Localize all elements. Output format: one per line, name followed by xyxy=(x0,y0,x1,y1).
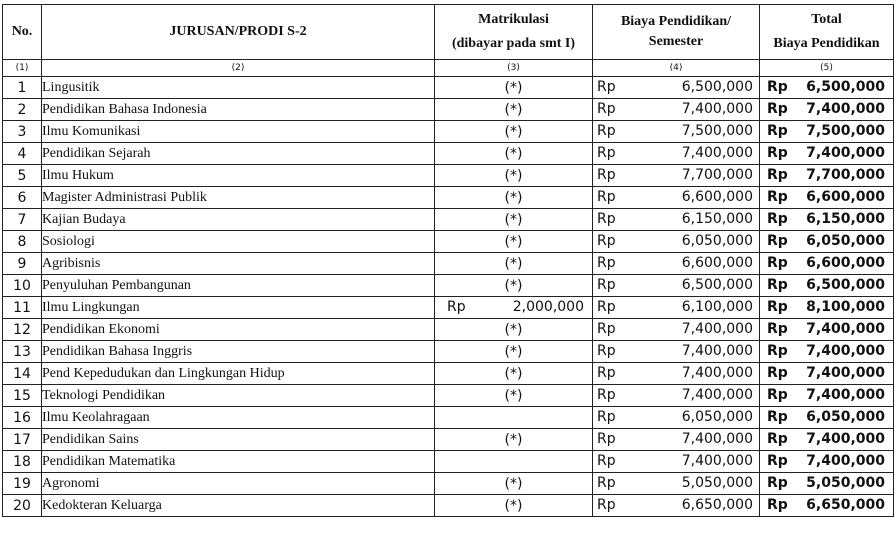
row-number: 4 xyxy=(3,143,42,165)
fee-currency: Rp xyxy=(597,497,616,513)
fee-cell xyxy=(593,77,760,99)
total-currency: Rp xyxy=(767,299,788,315)
table-row xyxy=(3,275,894,297)
table-row xyxy=(3,341,894,363)
total-currency: Rp xyxy=(767,475,788,491)
total-cell xyxy=(760,209,894,231)
prodi-name: Sosiologi xyxy=(42,231,435,253)
table-row xyxy=(3,451,894,473)
prodi-name: Pendidikan Ekonomi xyxy=(42,319,435,341)
total-cell xyxy=(760,429,894,451)
fee-amount: 7,400,000 xyxy=(681,365,753,381)
fee-cell xyxy=(593,253,760,275)
fee-cell xyxy=(593,165,760,187)
prodi-name: Ilmu Keolahragaan xyxy=(42,407,435,429)
total-amount: 7,400,000 xyxy=(806,101,885,117)
fee-currency: Rp xyxy=(597,409,616,425)
prodi-name: Pendidikan Sejarah xyxy=(42,143,435,165)
total-amount: 6,150,000 xyxy=(806,211,885,227)
fee-amount: 6,100,000 xyxy=(681,299,753,315)
row-number: 5 xyxy=(3,165,42,187)
matrikulasi-cell: (*) xyxy=(435,473,593,495)
fee-currency: Rp xyxy=(597,431,616,447)
total-amount: 6,500,000 xyxy=(806,277,885,293)
fee-currency: Rp xyxy=(597,233,616,249)
total-cell xyxy=(760,473,894,495)
header-matrikulasi-line2: (dibayar pada smt I) xyxy=(451,36,576,51)
fee-amount: 6,600,000 xyxy=(681,255,753,271)
header-matrikulasi xyxy=(435,5,593,60)
fee-cell xyxy=(593,297,760,319)
total-currency: Rp xyxy=(767,497,788,513)
prodi-name: Pendidikan Bahasa Inggris xyxy=(42,341,435,363)
header-total xyxy=(760,5,894,60)
fee-table xyxy=(2,4,894,517)
total-cell xyxy=(760,407,894,429)
column-index: (2) xyxy=(42,60,435,77)
fee-amount: 6,650,000 xyxy=(681,497,753,513)
total-currency: Rp xyxy=(767,321,788,337)
total-amount: 6,600,000 xyxy=(806,255,885,271)
fee-currency: Rp xyxy=(597,79,616,95)
fee-cell xyxy=(593,121,760,143)
fee-amount: 6,500,000 xyxy=(681,79,753,95)
prodi-name: Kedokteran Keluarga xyxy=(42,495,435,517)
fee-amount: 7,400,000 xyxy=(681,101,753,117)
fee-cell xyxy=(593,407,760,429)
prodi-name: Pendidikan Bahasa Indonesia xyxy=(42,99,435,121)
total-cell xyxy=(760,451,894,473)
table-row xyxy=(3,253,894,275)
fee-cell xyxy=(593,451,760,473)
table-row xyxy=(3,143,894,165)
column-index-row xyxy=(3,60,894,77)
prodi-name: Ilmu Hukum xyxy=(42,165,435,187)
fee-cell xyxy=(593,385,760,407)
prodi-name: Lingusitik xyxy=(42,77,435,99)
row-number: 18 xyxy=(3,451,42,473)
total-currency: Rp xyxy=(767,101,788,117)
matrikulasi-cell: (*) xyxy=(435,253,593,275)
prodi-name: Pendidikan Sains xyxy=(42,429,435,451)
total-amount: 6,650,000 xyxy=(806,497,885,513)
total-currency: Rp xyxy=(767,145,788,161)
total-amount: 8,100,000 xyxy=(806,299,885,315)
fee-cell xyxy=(593,99,760,121)
row-number: 7 xyxy=(3,209,42,231)
fee-currency: Rp xyxy=(597,123,616,139)
matrikulasi-cell: (*) xyxy=(435,165,593,187)
total-currency: Rp xyxy=(767,431,788,447)
total-currency: Rp xyxy=(767,453,788,469)
fee-currency: Rp xyxy=(597,387,616,403)
matrikulasi-cell: (*) xyxy=(435,187,593,209)
table-row xyxy=(3,231,894,253)
fee-cell xyxy=(593,231,760,253)
matrikulasi-amount: 2,000,000 xyxy=(512,299,584,315)
fee-currency: Rp xyxy=(597,321,616,337)
total-amount: 7,400,000 xyxy=(806,145,885,161)
total-amount: 6,050,000 xyxy=(806,233,885,249)
table-row xyxy=(3,121,894,143)
total-cell xyxy=(760,385,894,407)
matrikulasi-cell xyxy=(435,451,593,473)
row-number: 14 xyxy=(3,363,42,385)
row-number: 9 xyxy=(3,253,42,275)
header-biaya-line1: Biaya Pendidikan/ xyxy=(620,14,732,29)
total-amount: 6,500,000 xyxy=(806,79,885,95)
total-currency: Rp xyxy=(767,343,788,359)
row-number: 16 xyxy=(3,407,42,429)
total-currency: Rp xyxy=(767,277,788,293)
matrikulasi-cell xyxy=(435,407,593,429)
fee-cell xyxy=(593,341,760,363)
table-row xyxy=(3,407,894,429)
matrikulasi-cell: (*) xyxy=(435,99,593,121)
table-row xyxy=(3,429,894,451)
row-number: 6 xyxy=(3,187,42,209)
total-amount: 7,500,000 xyxy=(806,123,885,139)
matrikulasi-cell xyxy=(435,297,593,319)
row-number: 1 xyxy=(3,77,42,99)
total-cell xyxy=(760,253,894,275)
fee-amount: 7,400,000 xyxy=(681,387,753,403)
fee-amount: 7,500,000 xyxy=(681,123,753,139)
matrikulasi-cell: (*) xyxy=(435,275,593,297)
matrikulasi-cell: (*) xyxy=(435,341,593,363)
fee-currency: Rp xyxy=(597,167,616,183)
fee-amount: 6,150,000 xyxy=(681,211,753,227)
total-currency: Rp xyxy=(767,409,788,425)
fee-amount: 7,400,000 xyxy=(681,321,753,337)
row-number: 10 xyxy=(3,275,42,297)
column-index: (3) xyxy=(435,60,593,77)
fee-cell xyxy=(593,209,760,231)
table-row xyxy=(3,319,894,341)
total-cell xyxy=(760,99,894,121)
prodi-name: Agronomi xyxy=(42,473,435,495)
total-amount: 5,050,000 xyxy=(806,475,885,491)
matrikulasi-cell: (*) xyxy=(435,77,593,99)
prodi-name: Ilmu Komunikasi xyxy=(42,121,435,143)
prodi-name: Kajian Budaya xyxy=(42,209,435,231)
fee-currency: Rp xyxy=(597,145,616,161)
column-index: (5) xyxy=(760,60,894,77)
total-currency: Rp xyxy=(767,189,788,205)
fee-amount: 6,500,000 xyxy=(681,277,753,293)
fee-currency: Rp xyxy=(597,211,616,227)
table-row xyxy=(3,165,894,187)
fee-amount: 6,050,000 xyxy=(681,233,753,249)
fee-cell xyxy=(593,319,760,341)
prodi-name: Agribisnis xyxy=(42,253,435,275)
total-cell xyxy=(760,187,894,209)
fee-amount: 5,050,000 xyxy=(681,475,753,491)
table-row xyxy=(3,473,894,495)
table-row xyxy=(3,77,894,99)
table-row xyxy=(3,297,894,319)
total-currency: Rp xyxy=(767,167,788,183)
matrikulasi-currency: Rp xyxy=(447,299,466,315)
total-currency: Rp xyxy=(767,211,788,227)
header-total-line2: Biaya Pendidikan xyxy=(773,36,880,51)
row-number: 11 xyxy=(3,297,42,319)
prodi-name: Pend Kepedudukan dan Lingkungan Hidup xyxy=(42,363,435,385)
matrikulasi-cell: (*) xyxy=(435,143,593,165)
fee-currency: Rp xyxy=(597,255,616,271)
matrikulasi-cell: (*) xyxy=(435,429,593,451)
total-amount: 7,400,000 xyxy=(806,431,885,447)
total-amount: 7,400,000 xyxy=(806,343,885,359)
matrikulasi-cell: (*) xyxy=(435,319,593,341)
total-cell xyxy=(760,363,894,385)
table-row xyxy=(3,495,894,517)
header-biaya-line2: Semester xyxy=(648,34,704,49)
column-index: (1) xyxy=(3,60,42,77)
fee-currency: Rp xyxy=(597,189,616,205)
prodi-name: Teknologi Pendidikan xyxy=(42,385,435,407)
fee-currency: Rp xyxy=(597,453,616,469)
table-row xyxy=(3,99,894,121)
table-row xyxy=(3,385,894,407)
header-matrikulasi-line1: Matrikulasi xyxy=(478,12,549,27)
column-index: (4) xyxy=(593,60,760,77)
total-currency: Rp xyxy=(767,387,788,403)
row-number: 13 xyxy=(3,341,42,363)
fee-amount: 6,600,000 xyxy=(681,189,753,205)
total-amount: 7,400,000 xyxy=(806,321,885,337)
fee-amount: 7,700,000 xyxy=(681,167,753,183)
total-currency: Rp xyxy=(767,79,788,95)
total-cell xyxy=(760,121,894,143)
row-number: 2 xyxy=(3,99,42,121)
header-prodi: JURUSAN/PRODI S-2 xyxy=(42,5,435,60)
total-currency: Rp xyxy=(767,123,788,139)
fee-currency: Rp xyxy=(597,101,616,117)
fee-currency: Rp xyxy=(597,343,616,359)
table-header xyxy=(3,5,894,60)
total-cell xyxy=(760,319,894,341)
total-cell xyxy=(760,341,894,363)
table-row xyxy=(3,363,894,385)
table-row xyxy=(3,187,894,209)
matrikulasi-cell: (*) xyxy=(435,385,593,407)
total-amount: 7,400,000 xyxy=(806,365,885,381)
fee-cell xyxy=(593,363,760,385)
row-number: 12 xyxy=(3,319,42,341)
table-row xyxy=(3,209,894,231)
total-currency: Rp xyxy=(767,233,788,249)
total-cell xyxy=(760,143,894,165)
matrikulasi-cell: (*) xyxy=(435,363,593,385)
total-cell xyxy=(760,165,894,187)
header-total-line1: Total xyxy=(811,12,842,27)
row-number: 3 xyxy=(3,121,42,143)
header-biaya xyxy=(593,5,760,60)
total-amount: 6,050,000 xyxy=(806,409,885,425)
fee-cell xyxy=(593,495,760,517)
total-cell xyxy=(760,231,894,253)
total-cell xyxy=(760,275,894,297)
header-no: No. xyxy=(3,5,42,60)
fee-currency: Rp xyxy=(597,277,616,293)
fee-amount: 7,400,000 xyxy=(681,343,753,359)
fee-cell xyxy=(593,429,760,451)
total-currency: Rp xyxy=(767,255,788,271)
fee-currency: Rp xyxy=(597,475,616,491)
fee-currency: Rp xyxy=(597,365,616,381)
total-cell xyxy=(760,77,894,99)
matrikulasi-cell: (*) xyxy=(435,209,593,231)
matrikulasi-cell: (*) xyxy=(435,121,593,143)
fee-cell xyxy=(593,473,760,495)
fee-amount: 6,050,000 xyxy=(681,409,753,425)
fee-amount: 7,400,000 xyxy=(681,431,753,447)
matrikulasi-cell: (*) xyxy=(435,495,593,517)
fee-cell xyxy=(593,275,760,297)
row-number: 20 xyxy=(3,495,42,517)
total-amount: 7,700,000 xyxy=(806,167,885,183)
prodi-name: Ilmu Lingkungan xyxy=(42,297,435,319)
table-body xyxy=(3,60,894,517)
total-amount: 7,400,000 xyxy=(806,453,885,469)
total-amount: 6,600,000 xyxy=(806,189,885,205)
total-cell xyxy=(760,297,894,319)
fee-currency: Rp xyxy=(597,299,616,315)
total-amount: 7,400,000 xyxy=(806,387,885,403)
fee-amount: 7,400,000 xyxy=(681,453,753,469)
fee-cell xyxy=(593,143,760,165)
fee-cell xyxy=(593,187,760,209)
row-number: 15 xyxy=(3,385,42,407)
total-cell xyxy=(760,495,894,517)
row-number: 19 xyxy=(3,473,42,495)
prodi-name: Penyuluhan Pembangunan xyxy=(42,275,435,297)
total-currency: Rp xyxy=(767,365,788,381)
prodi-name: Pendidikan Matematika xyxy=(42,451,435,473)
prodi-name: Magister Administrasi Publik xyxy=(42,187,435,209)
fee-amount: 7,400,000 xyxy=(681,145,753,161)
row-number: 8 xyxy=(3,231,42,253)
matrikulasi-cell: (*) xyxy=(435,231,593,253)
row-number: 17 xyxy=(3,429,42,451)
